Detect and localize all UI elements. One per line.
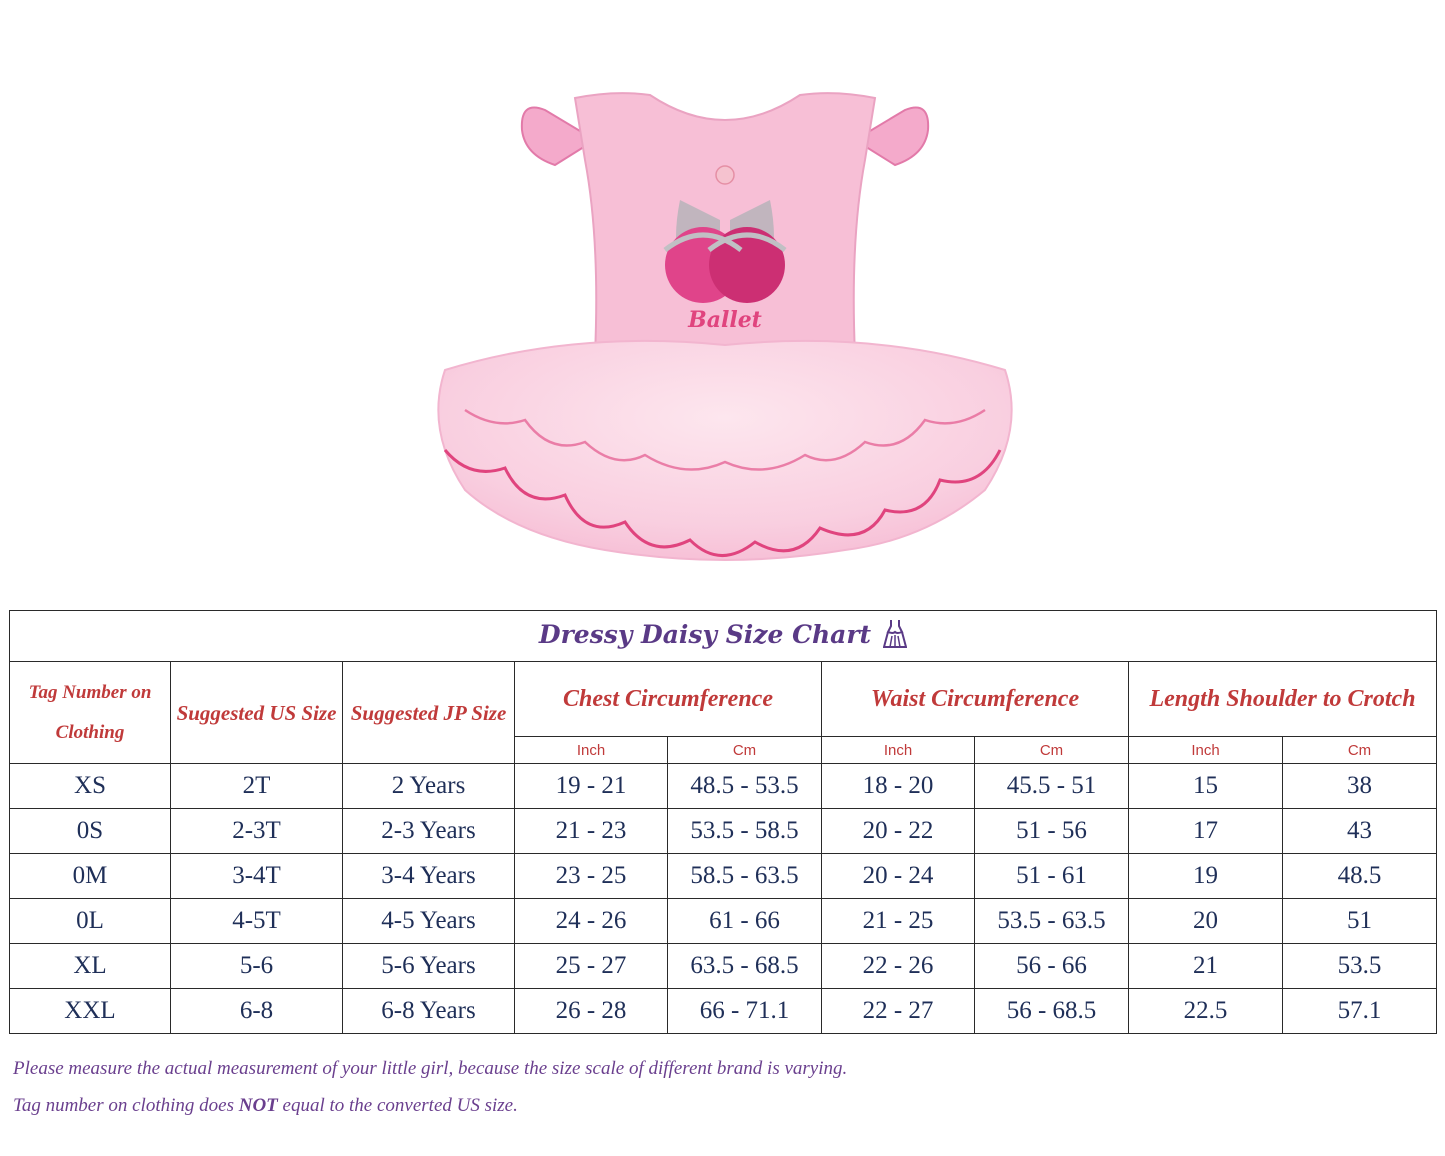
cell-waist-cm: 56 - 66	[975, 944, 1129, 989]
table-row	[10, 944, 1437, 989]
table-row	[10, 764, 1437, 809]
note-tag-number	[13, 1095, 518, 1117]
header-waist: Waist Circumference	[822, 662, 1129, 737]
cell-chest-cm: 58.5 - 63.5	[668, 854, 822, 899]
unit-waist-cm: Cm	[975, 737, 1129, 764]
header-us-size: Suggested US Size	[171, 662, 343, 764]
cell-waist-inch: 18 - 20	[822, 764, 975, 809]
dress-image	[425, 70, 1025, 580]
cell-tag: XS	[10, 764, 171, 809]
table-row	[10, 899, 1437, 944]
header-chest: Chest Circumference	[515, 662, 822, 737]
cell-length-inch: 19	[1129, 854, 1283, 899]
cell-waist-inch: 20 - 24	[822, 854, 975, 899]
cell-length-inch: 20	[1129, 899, 1283, 944]
cell-tag: 0M	[10, 854, 171, 899]
cell-us: 2T	[171, 764, 343, 809]
cell-us: 4-5T	[171, 899, 343, 944]
cell-length-cm: 38	[1283, 764, 1437, 809]
note-tag-bold: NOT	[238, 1095, 278, 1116]
cell-length-cm: 53.5	[1283, 944, 1437, 989]
note-tag-pre: Tag number on clothing does	[13, 1095, 239, 1116]
header-tag-number: Tag Number on Clothing	[10, 662, 171, 764]
cell-chest-cm: 61 - 66	[668, 899, 822, 944]
unit-length-cm: Cm	[1283, 737, 1437, 764]
cell-us: 2-3T	[171, 809, 343, 854]
cell-length-cm: 48.5	[1283, 854, 1437, 899]
cell-chest-inch: 21 - 23	[515, 809, 668, 854]
cell-tag: 0L	[10, 899, 171, 944]
cell-waist-inch: 21 - 25	[822, 899, 975, 944]
cell-waist-cm: 51 - 61	[975, 854, 1129, 899]
table-row	[10, 809, 1437, 854]
cell-tag: XXL	[10, 989, 171, 1034]
cell-waist-cm: 51 - 56	[975, 809, 1129, 854]
cell-length-inch: 17	[1129, 809, 1283, 854]
cell-chest-cm: 48.5 - 53.5	[668, 764, 822, 809]
dress-icon	[883, 619, 907, 654]
cell-jp: 3-4 Years	[343, 854, 515, 899]
size-chart-table	[9, 610, 1437, 1034]
cell-us: 6-8	[171, 989, 343, 1034]
cell-chest-inch: 26 - 28	[515, 989, 668, 1034]
cell-length-inch: 15	[1129, 764, 1283, 809]
cell-jp: 5-6 Years	[343, 944, 515, 989]
cell-chest-inch: 19 - 21	[515, 764, 668, 809]
cell-length-cm: 51	[1283, 899, 1437, 944]
note-measure: Please measure the actual measurement of your little girl, because the size scale of different brand is varying.	[13, 1058, 848, 1079]
cell-length-cm: 57.1	[1283, 989, 1437, 1034]
ballet-print-text: Ballet	[688, 307, 762, 333]
chart-title-row	[10, 611, 1437, 662]
table-row	[10, 989, 1437, 1034]
cell-jp: 2-3 Years	[343, 809, 515, 854]
chart-title: Dressy Daisy Size Chart	[538, 619, 872, 649]
cell-waist-inch: 22 - 27	[822, 989, 975, 1034]
cell-chest-cm: 53.5 - 58.5	[668, 809, 822, 854]
cell-jp: 2 Years	[343, 764, 515, 809]
unit-chest-cm: Cm	[668, 737, 822, 764]
table-row	[10, 854, 1437, 899]
unit-chest-inch: Inch	[515, 737, 668, 764]
cell-length-inch: 22.5	[1129, 989, 1283, 1034]
cell-tag: XL	[10, 944, 171, 989]
cell-waist-cm: 53.5 - 63.5	[975, 899, 1129, 944]
cell-waist-inch: 22 - 26	[822, 944, 975, 989]
header-length: Length Shoulder to Crotch	[1129, 662, 1437, 737]
header-jp-size: Suggested JP Size	[343, 662, 515, 764]
cell-length-inch: 21	[1129, 944, 1283, 989]
note-tag-post: equal to the converted US size.	[277, 1095, 518, 1116]
cell-waist-cm: 56 - 68.5	[975, 989, 1129, 1034]
unit-waist-inch: Inch	[822, 737, 975, 764]
cell-chest-inch: 24 - 26	[515, 899, 668, 944]
cell-chest-inch: 23 - 25	[515, 854, 668, 899]
cell-jp: 4-5 Years	[343, 899, 515, 944]
cell-length-cm: 43	[1283, 809, 1437, 854]
cell-tag: 0S	[10, 809, 171, 854]
unit-length-inch: Inch	[1129, 737, 1283, 764]
cell-us: 5-6	[171, 944, 343, 989]
cell-chest-cm: 63.5 - 68.5	[668, 944, 822, 989]
cell-waist-inch: 20 - 22	[822, 809, 975, 854]
cell-jp: 6-8 Years	[343, 989, 515, 1034]
cell-waist-cm: 45.5 - 51	[975, 764, 1129, 809]
cell-chest-inch: 25 - 27	[515, 944, 668, 989]
cell-us: 3-4T	[171, 854, 343, 899]
cell-chest-cm: 66 - 71.1	[668, 989, 822, 1034]
